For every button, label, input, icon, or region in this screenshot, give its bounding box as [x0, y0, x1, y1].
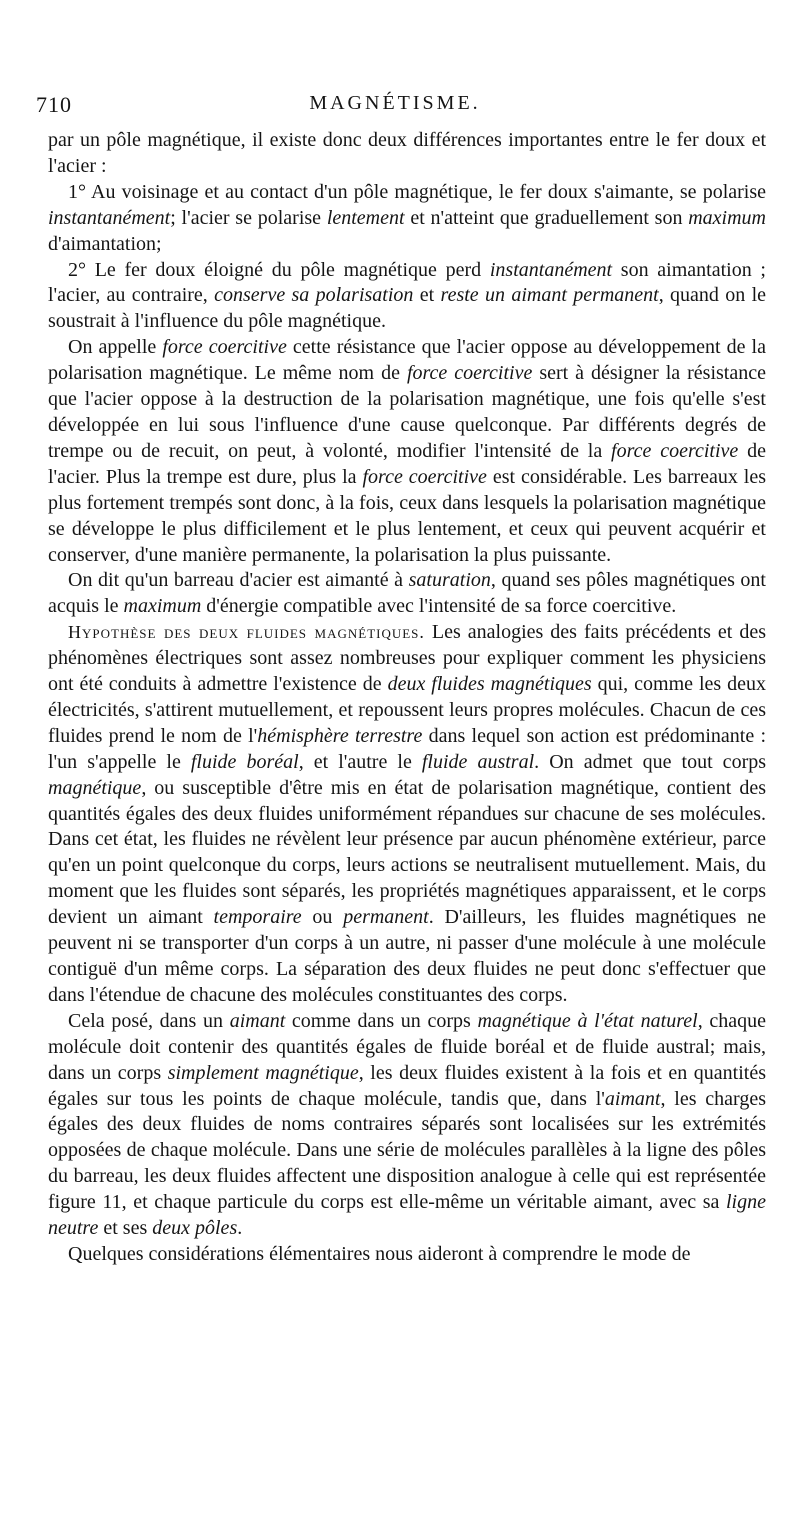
text-run: , quand ses pôles magnétiques ont acquis le: [48, 569, 766, 618]
emphasis-text: magnétique à l'état naturel: [477, 1009, 698, 1032]
text-run: d'aimantation;: [48, 232, 162, 255]
paragraph: [48, 335, 766, 568]
text-run: On dit qu'un barreau d'acier est aimanté à: [68, 569, 409, 592]
text-run: , chaque molécule doit contenir des quantités égales de fluide boréal et de fluide austral; mais, dans un corps: [48, 1009, 766, 1084]
emphasis-text: temporaire: [213, 906, 302, 929]
emphasis-text: simplement magnétique: [167, 1061, 359, 1084]
text-run: Cela posé, dans un: [68, 1009, 230, 1032]
text-run: et n'atteint que graduellement son: [404, 206, 689, 229]
text-run: cette résistance que l'acier oppose au développement de la polarisation magnétique. Le même nom de: [48, 336, 766, 385]
text-run: , quand on le soustrait à l'influence du pôle magnétique.: [48, 284, 767, 333]
text-run: dans lequel son action est prédominante : l'un s'appelle le: [48, 724, 767, 773]
text-run: d'énergie compatible avec l'intensité de sa force coercitive.: [201, 595, 677, 618]
emphasis-text: force coercitive: [406, 362, 533, 385]
text-run: comme dans un corps: [285, 1009, 478, 1032]
emphasis-text: force coercitive: [611, 439, 739, 462]
text-run: Les analogies des faits précédents et des phénomènes électriques sont assez nombreuses pour expliquer comment les physiciens ont été conduits à admettre l'existence de: [48, 621, 766, 696]
emphasis-text: ligne neutre: [48, 1191, 766, 1240]
page-header: [36, 92, 754, 122]
emphasis-text: magnétique: [48, 776, 142, 799]
text-run: par un pôle magnétique, il existe donc deux différences importantes entre le fer doux et l'acier :: [48, 129, 766, 177]
text-run: 2° Le fer doux éloigné du pôle magnétique perd: [68, 258, 490, 281]
text-run: est considérable. Les barreaux les plus fortement trempés sont donc, à la fois, ceux dans lesquels la polarisation magnétique se développe le plus difficilement et le plus lentement, et ceux qui peuvent acquérir et conserver, d'une manière permanente, la polarisation la plus puissante.: [48, 465, 767, 566]
emphasis-text: force coercitive: [362, 465, 487, 488]
emphasis-text: instantanément: [48, 206, 171, 229]
continuation-paragraph: [48, 128, 766, 180]
text-run: et: [413, 284, 441, 307]
page-number: 710: [36, 92, 72, 117]
emphasis-text: permanent: [343, 906, 429, 929]
paragraph: [48, 568, 766, 620]
emphasis-text: deux pôles: [152, 1217, 238, 1240]
emphasis-text: aimant: [604, 1087, 661, 1110]
emphasis-text: fluide boréal: [190, 750, 299, 773]
text-run: et ses: [98, 1217, 153, 1240]
text-run: de l'acier. Plus la trempe est dure, plus la: [48, 439, 766, 488]
text-run: qui, comme les deux électricités, s'attirent mutuellement, et repoussent leurs propres molécules. Chacun de ces fluides prend le nom de l': [48, 673, 766, 747]
emphasis-text: instantanément: [489, 258, 613, 281]
running-title: MAGNÉTISME.: [309, 92, 481, 114]
emphasis-text: lentement: [326, 206, 405, 229]
text-run: son aimantation ; l'acier, au contraire,: [48, 258, 766, 307]
text-run: , les charges égales des deux fluides de noms contraires séparés sont localisées sur les extrémités opposées de chaque molécule. Dans une série de molécules parallèles à la ligne des pôles du barreau, les deux fluides affectent une disposition analogue à celle qui est représentée figure 11, et chaque particule du corps est elle-même un véritable aimant, avec sa: [48, 1087, 766, 1214]
text-run: Quelques considérations élémentaires nous aideront à comprendre le mode de: [68, 1242, 691, 1265]
text-run: , les deux fluides existent à la fois et en quantités égales sur tous les points de chaque molécule, tandis que, dans l': [48, 1061, 767, 1110]
list-item: [48, 258, 766, 336]
emphasis-text: aimant: [229, 1009, 286, 1032]
text-run: .: [237, 1217, 243, 1240]
list-item: [48, 180, 766, 258]
emphasis-text: fluide austral: [421, 750, 535, 773]
section-heading: Hypothèse des deux fluides magnétiques.: [68, 622, 425, 643]
body-text: [48, 128, 766, 1268]
emphasis-text: reste un aimant permanent: [440, 284, 659, 307]
emphasis-text: maximum: [688, 206, 766, 229]
text-run: ; l'acier se polarise: [170, 206, 327, 229]
text-run: sert à désigner la résistance que l'acier oppose à la destruction de la polarisation magnétique, une fois qu'elle s'est développée en lui sous l'influence d'une cause quelconque. Par différents degrés de trempe ou de recuit, on peut, à volonté, modifier l'intensité de la: [48, 362, 766, 462]
text-run: . D'ailleurs, les fluides magnétiques ne peuvent ni se transporter d'un corps à un autre, ni passer d'une molécule à une molécule contiguë d'un même corps. La séparation des deux fluides ne peut donc s'effectuer que dans l'étendue de chacune des molécules constituantes des corps.: [48, 906, 767, 1006]
text-run: . On admet que tout corps: [534, 750, 767, 773]
text-run: ou: [301, 906, 344, 929]
paragraph: [48, 1242, 766, 1268]
emphasis-text: saturation: [408, 569, 491, 592]
paragraph: [48, 1009, 766, 1242]
text-run: , ou susceptible d'être mis en état de polarisation magnétique, contient des quantités égales des deux fluides uniformément répandues sur chacune de ses molécules. Dans cet état, les fluides ne révèlent leur présence par aucun phénomène extérieur, parce qu'en un point quelconque du corps, leurs actions se neutralisent mutuellement. Mais, du moment que les fluides sont séparés, les propriétés magnétiques apparaissent, et le corps devient un aimant: [48, 776, 766, 929]
emphasis-text: force coercitive: [162, 336, 287, 359]
emphasis-text: hémisphère terrestre: [257, 724, 423, 747]
text-run: , et l'autre le: [298, 750, 422, 773]
emphasis-text: conserve sa polarisation: [214, 284, 414, 307]
text-run: 1° Au voisinage et au contact d'un pôle magnétique, le fer doux s'aimante, se polarise: [68, 180, 766, 203]
emphasis-text: maximum: [123, 595, 202, 618]
emphasis-text: deux fluides magnétiques: [387, 673, 592, 696]
paragraph: [48, 620, 766, 1009]
text-run: On appelle: [68, 336, 163, 359]
